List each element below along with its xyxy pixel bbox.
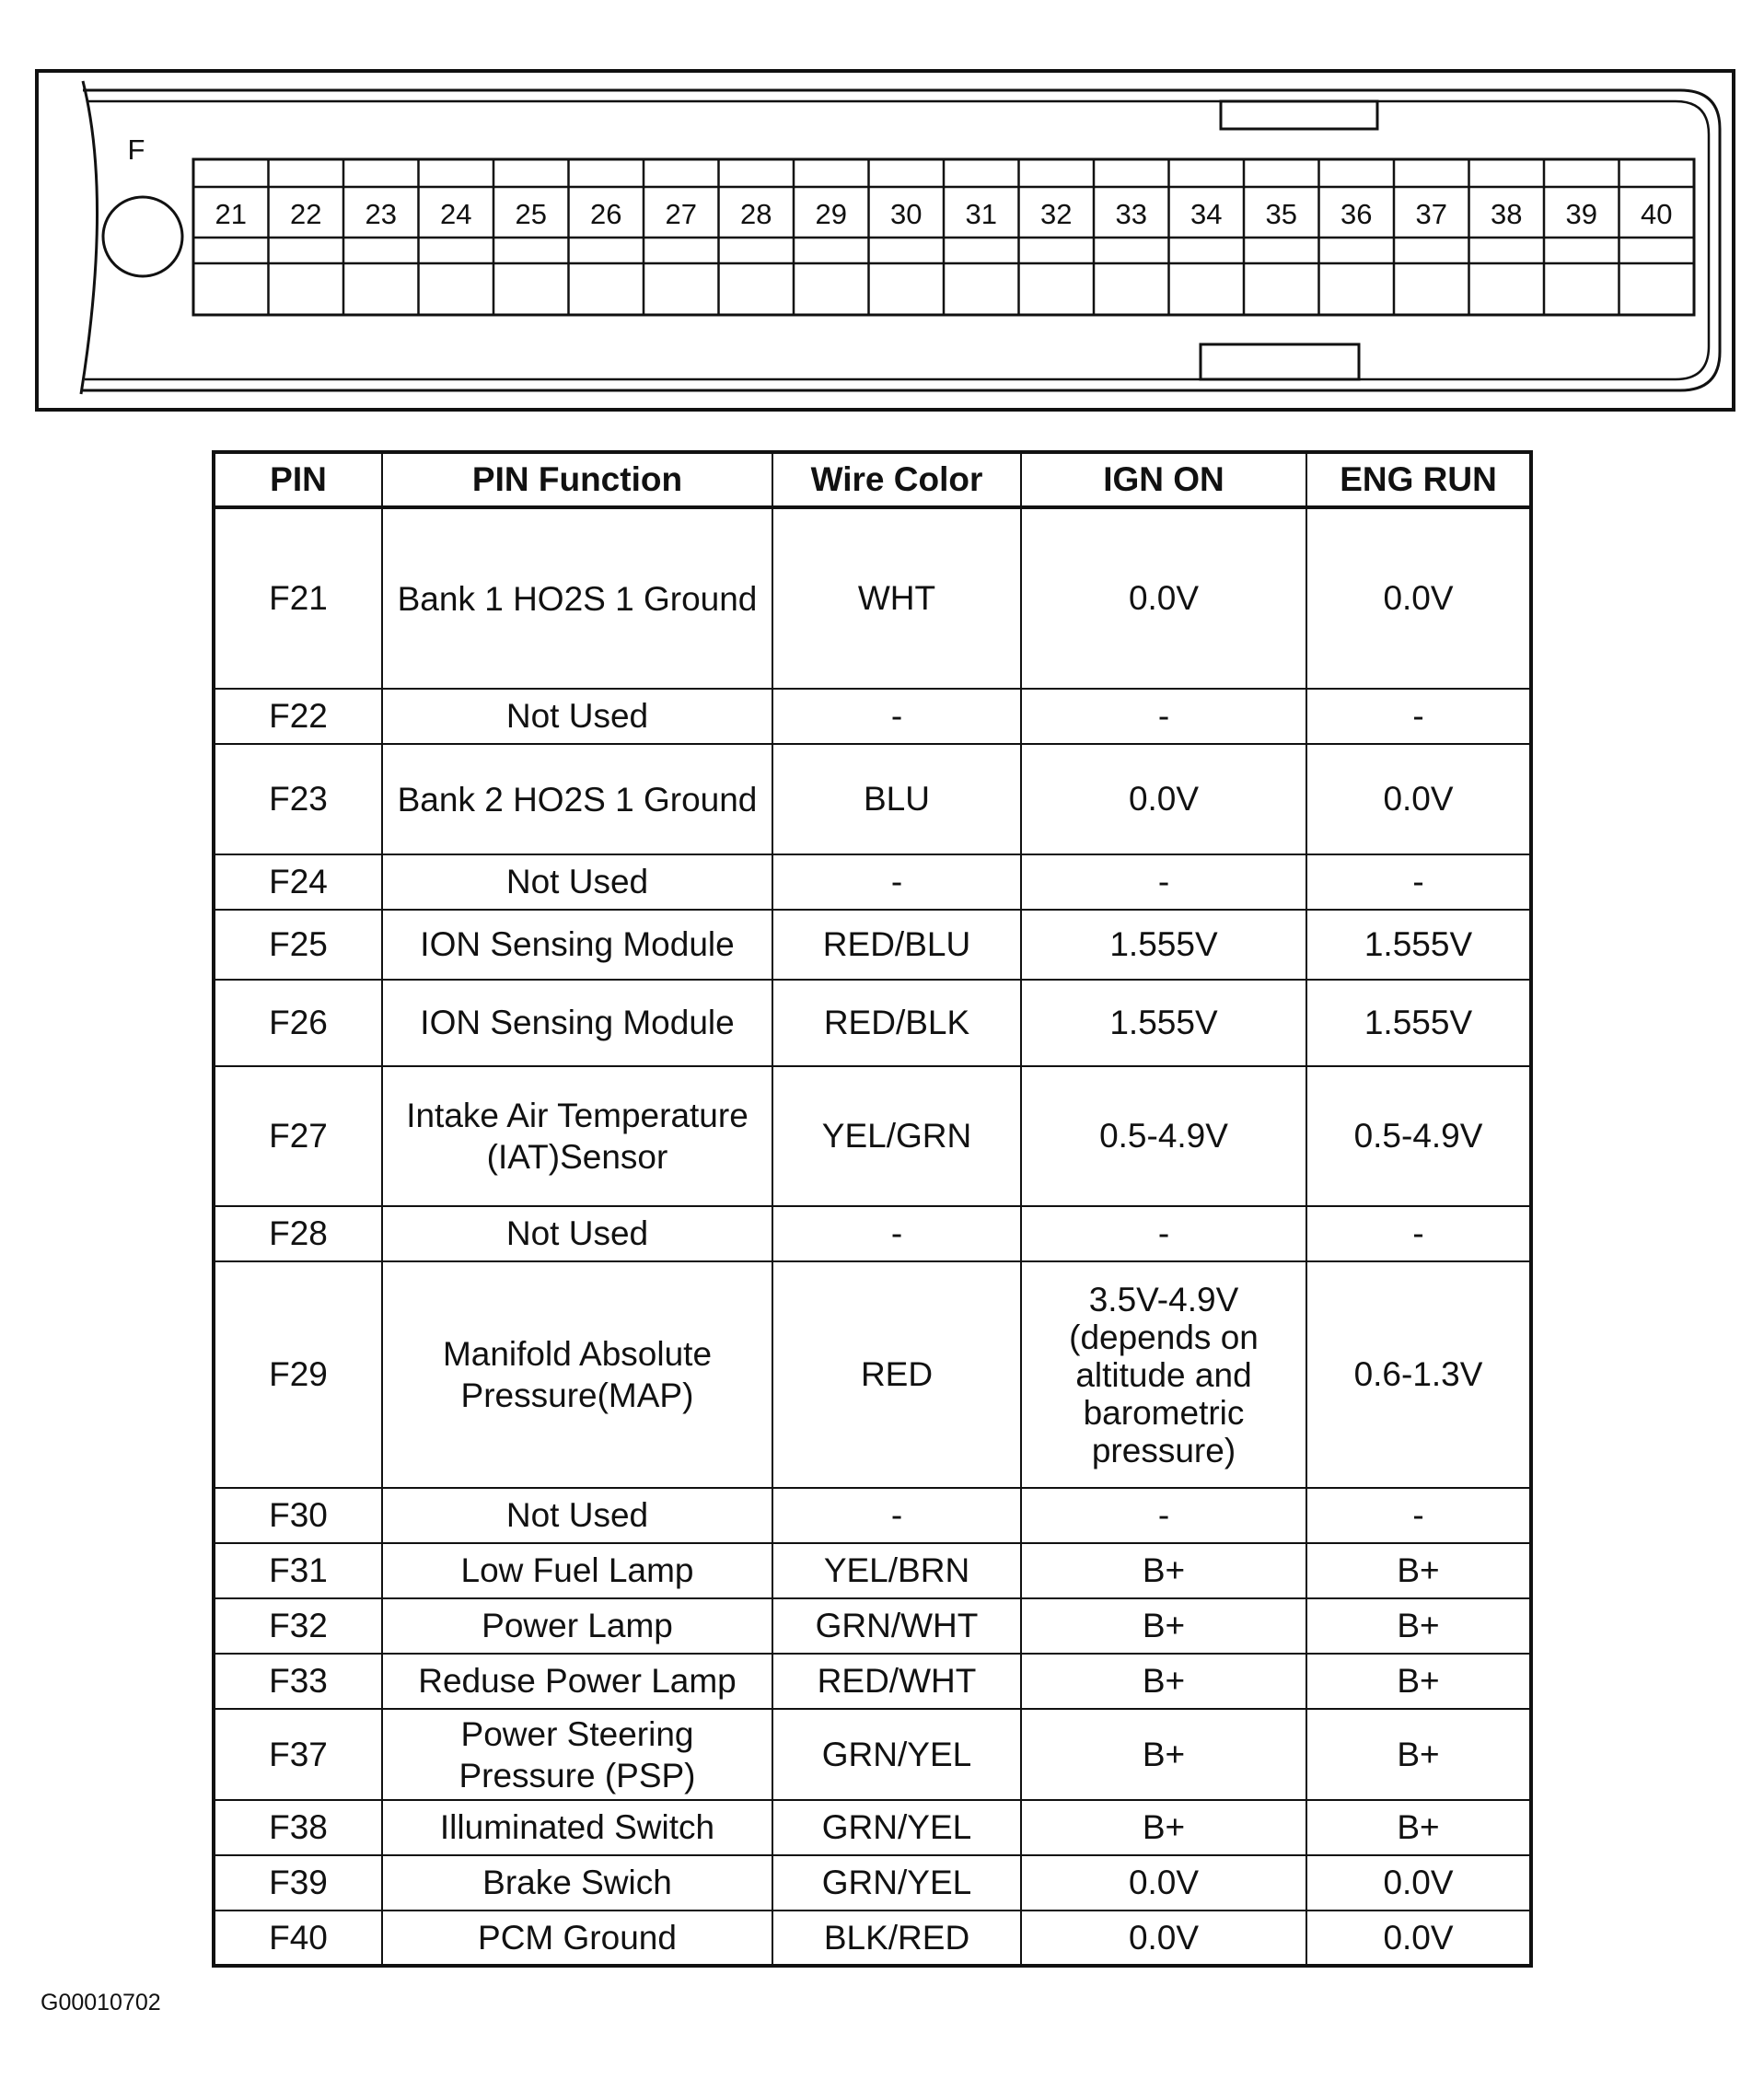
table-header-row xyxy=(214,452,1531,507)
pin-number-28: 28 xyxy=(740,198,772,230)
wire-color-cell: - xyxy=(772,689,1021,744)
ign-on-cell: 0.5-4.9V xyxy=(1021,1066,1306,1206)
table-row xyxy=(214,1911,1531,1966)
table-row xyxy=(214,1066,1531,1206)
pin-function-cell: Brake Swich xyxy=(382,1855,772,1911)
pin-number-40: 40 xyxy=(1641,198,1673,230)
pin-number-36: 36 xyxy=(1340,198,1373,230)
ign-on-cell: 3.5V-4.9V (depends on altitude and barometric pressure) xyxy=(1021,1261,1306,1488)
eng-run-cell: 1.555V xyxy=(1306,910,1531,980)
ign-on-cell: 0.0V xyxy=(1021,1911,1306,1966)
pin-number-37: 37 xyxy=(1415,198,1447,230)
wire-color-cell: GRN/YEL xyxy=(772,1709,1021,1800)
ign-on-cell: - xyxy=(1021,1488,1306,1543)
pin-number-25: 25 xyxy=(515,198,547,230)
eng-run-cell: B+ xyxy=(1306,1543,1531,1598)
table-row xyxy=(214,1800,1531,1855)
pin-number-30: 30 xyxy=(890,198,923,230)
ign-on-cell: 0.0V xyxy=(1021,507,1306,689)
pin-cell: F21 xyxy=(214,507,382,689)
ign-on-cell: 0.0V xyxy=(1021,744,1306,854)
pin-number-34: 34 xyxy=(1190,198,1223,230)
pin-number-33: 33 xyxy=(1115,198,1147,230)
wire-color-cell: - xyxy=(772,854,1021,910)
pin-number-38: 38 xyxy=(1491,198,1523,230)
eng-run-cell: - xyxy=(1306,1206,1531,1261)
table-row xyxy=(214,507,1531,689)
table-row xyxy=(214,854,1531,910)
pin-cell: F37 xyxy=(214,1709,382,1800)
pin-number-32: 32 xyxy=(1040,198,1073,230)
pin-cell: F26 xyxy=(214,980,382,1066)
wire-color-cell: - xyxy=(772,1206,1021,1261)
ign-on-cell: B+ xyxy=(1021,1654,1306,1709)
ign-on-cell: B+ xyxy=(1021,1800,1306,1855)
wire-color-cell: WHT xyxy=(772,507,1021,689)
ign-on-cell: 1.555V xyxy=(1021,910,1306,980)
table-row xyxy=(214,744,1531,854)
pin-function-cell: Low Fuel Lamp xyxy=(382,1543,772,1598)
wire-color-cell: RED/WHT xyxy=(772,1654,1021,1709)
pin-function-cell: Power Lamp xyxy=(382,1598,772,1654)
ign-on-cell: 0.0V xyxy=(1021,1855,1306,1911)
pin-cell: F39 xyxy=(214,1855,382,1911)
pin-function-cell: Manifold Absolute Pressure(MAP) xyxy=(382,1261,772,1488)
pin-function-cell: Reduse Power Lamp xyxy=(382,1654,772,1709)
header-pin: PIN xyxy=(214,452,382,507)
ign-on-cell: - xyxy=(1021,689,1306,744)
pin-number-39: 39 xyxy=(1565,198,1597,230)
pin-function-cell: Intake Air Temperature (IAT)Sensor xyxy=(382,1066,772,1206)
pin-function-cell: PCM Ground xyxy=(382,1911,772,1966)
pin-function-cell: ION Sensing Module xyxy=(382,980,772,1066)
pin-function-cell: ION Sensing Module xyxy=(382,910,772,980)
table-row xyxy=(214,1654,1531,1709)
eng-run-cell: 0.0V xyxy=(1306,1855,1531,1911)
wire-color-cell: GRN/YEL xyxy=(772,1855,1021,1911)
eng-run-cell: - xyxy=(1306,1488,1531,1543)
header-wire-color: Wire Color xyxy=(772,452,1021,507)
pin-number-23: 23 xyxy=(365,198,397,230)
pin-number-24: 24 xyxy=(440,198,472,230)
eng-run-cell: - xyxy=(1306,689,1531,744)
ign-on-cell: - xyxy=(1021,854,1306,910)
pin-number-35: 35 xyxy=(1265,198,1297,230)
pin-cell: F31 xyxy=(214,1543,382,1598)
pin-cell: F40 xyxy=(214,1911,382,1966)
wire-color-cell: GRN/WHT xyxy=(772,1598,1021,1654)
pin-cell: F28 xyxy=(214,1206,382,1261)
eng-run-cell: B+ xyxy=(1306,1654,1531,1709)
pin-cell: F22 xyxy=(214,689,382,744)
table-row xyxy=(214,1206,1531,1261)
pin-function-cell: Bank 1 HO2S 1 Ground xyxy=(382,507,772,689)
wire-color-cell: RED xyxy=(772,1261,1021,1488)
pin-table xyxy=(212,450,1533,1968)
pin-function-cell: Power Steering Pressure (PSP) xyxy=(382,1709,772,1800)
eng-run-cell: 0.0V xyxy=(1306,1911,1531,1966)
ign-on-cell: B+ xyxy=(1021,1598,1306,1654)
pin-function-cell: Bank 2 HO2S 1 Ground xyxy=(382,744,772,854)
pin-cell: F25 xyxy=(214,910,382,980)
pin-number-29: 29 xyxy=(815,198,847,230)
pin-number-21: 21 xyxy=(215,198,247,230)
pin-cell: F24 xyxy=(214,854,382,910)
pin-function-cell: Illuminated Switch xyxy=(382,1800,772,1855)
pin-cell: F32 xyxy=(214,1598,382,1654)
pin-number-22: 22 xyxy=(290,198,322,230)
table-row xyxy=(214,1598,1531,1654)
wire-color-cell: RED/BLU xyxy=(772,910,1021,980)
table-row xyxy=(214,980,1531,1066)
wire-color-cell: - xyxy=(772,1488,1021,1543)
wire-color-cell: BLK/RED xyxy=(772,1911,1021,1966)
eng-run-cell: B+ xyxy=(1306,1598,1531,1654)
pin-number-31: 31 xyxy=(965,198,997,230)
pin-grid xyxy=(193,159,1694,315)
ign-on-cell: 1.555V xyxy=(1021,980,1306,1066)
header-ign-on: IGN ON xyxy=(1021,452,1306,507)
header-eng-run: ENG RUN xyxy=(1306,452,1531,507)
eng-run-cell: 0.0V xyxy=(1306,744,1531,854)
pin-rows xyxy=(214,507,1531,1966)
table-row xyxy=(214,1855,1531,1911)
pin-cell: F38 xyxy=(214,1800,382,1855)
wire-color-cell: RED/BLK xyxy=(772,980,1021,1066)
eng-run-cell: 0.6-1.3V xyxy=(1306,1261,1531,1488)
pin-cell: F27 xyxy=(214,1066,382,1206)
table-row xyxy=(214,910,1531,980)
table-row xyxy=(214,1543,1531,1598)
pin-function-cell: Not Used xyxy=(382,854,772,910)
wire-color-cell: GRN/YEL xyxy=(772,1800,1021,1855)
connector-diagram xyxy=(0,0,1764,424)
connector-key-top xyxy=(1221,101,1377,129)
ign-on-cell: B+ xyxy=(1021,1709,1306,1800)
eng-run-cell: - xyxy=(1306,854,1531,910)
eng-run-cell: 0.0V xyxy=(1306,507,1531,689)
connector-key-bottom xyxy=(1201,344,1359,379)
pin-cell: F30 xyxy=(214,1488,382,1543)
eng-run-cell: 1.555V xyxy=(1306,980,1531,1066)
table-row xyxy=(214,689,1531,744)
eng-run-cell: B+ xyxy=(1306,1800,1531,1855)
ign-on-cell: - xyxy=(1021,1206,1306,1261)
wire-color-cell: YEL/GRN xyxy=(772,1066,1021,1206)
figure-code: G00010702 xyxy=(41,1990,161,2015)
ign-on-cell: B+ xyxy=(1021,1543,1306,1598)
wire-color-cell: YEL/BRN xyxy=(772,1543,1021,1598)
pin-function-cell: Not Used xyxy=(382,1488,772,1543)
table-row xyxy=(214,1488,1531,1543)
eng-run-cell: B+ xyxy=(1306,1709,1531,1800)
eng-run-cell: 0.5-4.9V xyxy=(1306,1066,1531,1206)
pin-cell: F23 xyxy=(214,744,382,854)
pin-cell: F29 xyxy=(214,1261,382,1488)
table-row xyxy=(214,1709,1531,1800)
pin-function-cell: Not Used xyxy=(382,689,772,744)
connector-label: F xyxy=(127,134,145,166)
wire-color-cell: BLU xyxy=(772,744,1021,854)
header-pin-function: PIN Function xyxy=(382,452,772,507)
pin-number-26: 26 xyxy=(590,198,622,230)
pin-number-27: 27 xyxy=(665,198,697,230)
pin-function-cell: Not Used xyxy=(382,1206,772,1261)
table-row xyxy=(214,1261,1531,1488)
pin-cell: F33 xyxy=(214,1654,382,1709)
connector-latch-circle xyxy=(103,197,182,276)
